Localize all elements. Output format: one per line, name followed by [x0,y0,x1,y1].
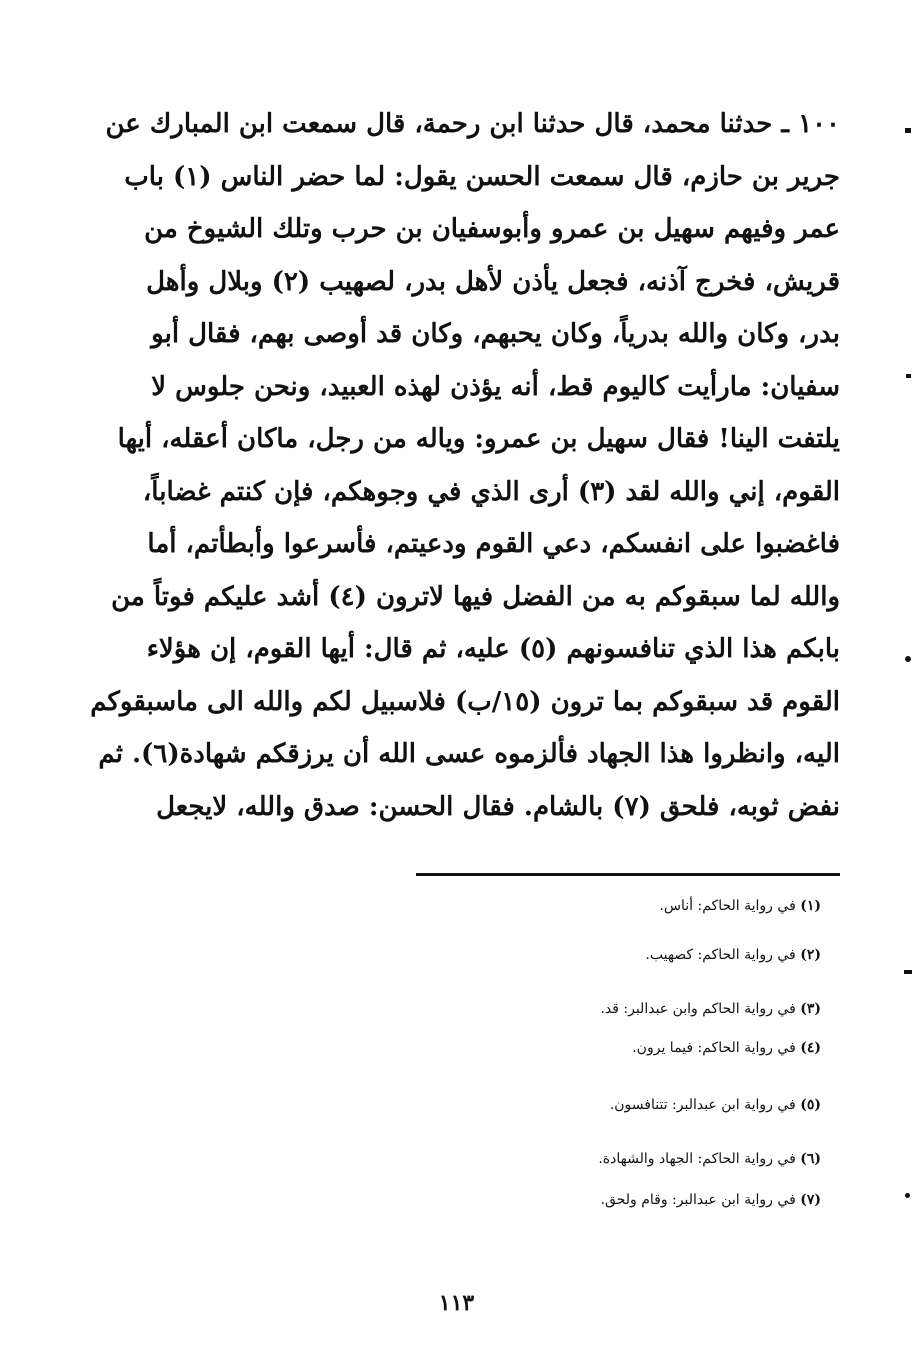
footnote-text: في رواية ابن عبدالبر: تتنافسون. [609,1097,796,1113]
scan-mark [905,128,911,133]
scan-mark [906,374,911,378]
scan-mark [905,656,911,662]
text-line: عمر وفيهم سهيل بن عمرو وأبوسفيان بن حرب وتلك الشيوخ من [144,214,840,244]
text-line: نفض ثوبه، فلحق (٧) بالشام. فقال الحسن: صدق والله، لايجعل [156,791,840,822]
text-line: اليه، وانظروا هذا الجهاد فألزموه عسى الله أن يرزقكم شهادة(٦). ثم [98,739,840,769]
footnote-text: في رواية ابن عبدالبر: وقام ولحق. [600,1192,796,1208]
text-line: بابكم هذا الذي تنافسونهم (٥) عليه، ثم قال: أيها القوم، إن هؤلاء [146,634,840,664]
text-line: والله لما سبقوكم به من الفضل فيها لاترون (٤) أشد عليكم فوتاً من [111,581,840,612]
footnote [598,1151,821,1167]
page-number: ١١٣ [438,1290,475,1316]
footnote [632,1040,821,1056]
footnote [659,898,821,914]
footnote-number: (٧) [800,1192,821,1208]
text-line: سفيان: مارأيت كاليوم قط، أنه يؤذن لهذه العبيد، ونحن جلوس لا [151,371,840,402]
footnote-number: (٦) [800,1151,821,1167]
text-line: القوم قد سبقوكم بما ترون (١٥/ب) فلاسبيل لكم والله الى ماسبقوكم [90,686,840,717]
text-line: بدر، وكان والله بدرياً، وكان يحبهم، وكان قد أوصى بهم، فقال أبو [151,319,840,349]
footnote-number: (٤) [800,1040,821,1056]
footnote [645,947,821,963]
footnote [600,1001,821,1017]
footnote-number: (١) [800,898,821,914]
footnote [601,1192,821,1208]
footnote-divider [416,873,840,876]
scan-mark [904,970,912,974]
footnote-text: في رواية الحاكم: الجهاد والشهادة. [598,1151,796,1167]
text-line: القوم، إني والله لقد (٣) أرى الذي في وجوهكم، فإن كنتم غضاباً، [142,476,840,507]
text-line: ١٠٠ ـ حدثنا محمد، قال حدثنا ابن رحمة، قال سمعت ابن المبارك عن [105,109,840,139]
text-line: يلتفت الينا! فقال سهيل بن عمرو: وياله من رجل، ماكان أعقله، أيها [117,424,840,454]
footnote [610,1097,821,1113]
footnote-text: في رواية الحاكم: أناس. [659,898,796,914]
footnote-text: في رواية الحاكم وابن عبدالبر: قد. [600,1001,796,1017]
text-line: قريش، فخرج آذنه، فجعل يأذن لأهل بدر، لصهيب (٢) وبلال وأهل [146,266,840,297]
footnote-text: في رواية الحاكم: كصهيب. [645,947,796,963]
text-line: جرير بن حازم، قال سمعت الحسن يقول: لما حضر الناس (١) باب [124,161,840,192]
footnote-text: في رواية الحاكم: فيما يرون. [632,1040,796,1056]
text-line: فاغضبوا على انفسكم، دعي القوم ودعيتم، فأسرعوا وأبطأتم، أما [147,529,840,559]
main-text [90,98,840,833]
footnote-number: (٢) [800,947,821,963]
scan-mark [905,1193,910,1198]
footnote-number: (٣) [800,1001,821,1017]
footnote-number: (٥) [800,1097,821,1113]
